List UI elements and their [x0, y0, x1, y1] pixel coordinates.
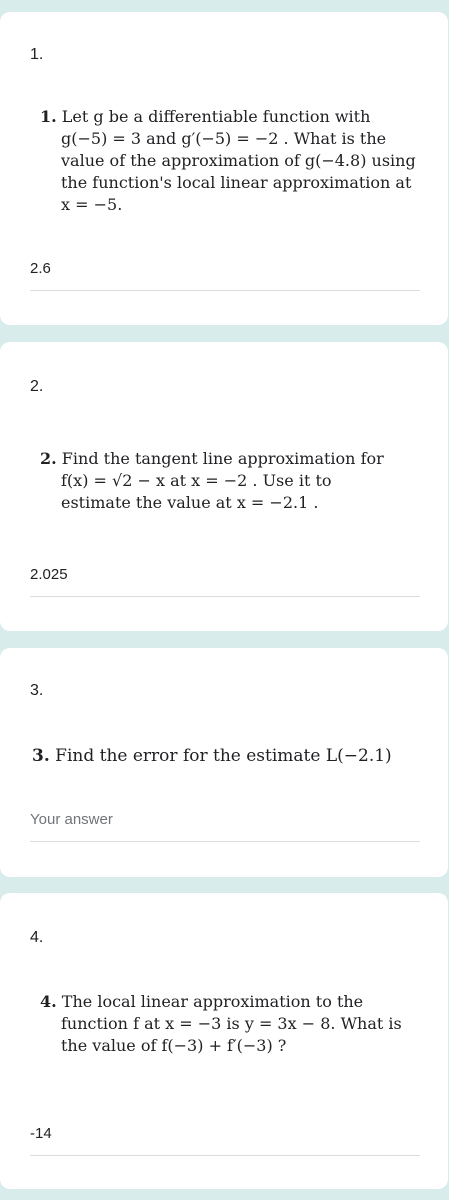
question-number: 2. [30, 378, 44, 395]
question-line: x = −5. [61, 195, 123, 214]
answer-field[interactable]: 2.025 [30, 566, 420, 597]
question-lead: 1. [40, 107, 57, 126]
question-lead: 2. [40, 449, 57, 468]
answer-field[interactable]: -14 [30, 1125, 420, 1156]
question-card-2 [0, 342, 448, 631]
question-line: the value of f(−3) + f′(−3) ? [61, 1036, 287, 1055]
question-line: Find the tangent line approximation for [61, 449, 384, 468]
question-text [40, 106, 420, 216]
question-line: Find the error for the estimate L(−2.1) [55, 746, 392, 766]
question-card-4 [0, 893, 448, 1189]
question-number: 1. [30, 46, 44, 63]
question-number: 3. [30, 682, 44, 699]
question-lead: 3. [32, 746, 50, 766]
question-line: g(−5) = 3 and g′(−5) = −2 . What is the [61, 129, 387, 148]
question-lead: 4. [40, 992, 57, 1011]
answer-input[interactable]: Your answer [30, 811, 420, 842]
question-card-3 [0, 648, 448, 877]
answer-field[interactable]: 2.6 [30, 260, 420, 291]
question-line: value of the approximation of g(−4.8) using [61, 151, 416, 170]
question-line: function f at x = −3 is y = 3x − 8. What is [61, 1014, 402, 1033]
question-text [40, 448, 420, 514]
question-line: Let g be a differentiable function with [61, 107, 371, 126]
question-line: The local linear approximation to the [61, 992, 364, 1011]
question-text [32, 745, 432, 767]
question-line: the function's local linear approximation at [61, 173, 412, 192]
question-text [40, 991, 420, 1057]
question-line: f(x) = √2 − x at x = −2 . Use it to [61, 471, 332, 490]
question-card-1 [0, 12, 448, 325]
question-line: estimate the value at x = −2.1 . [61, 493, 319, 512]
question-number: 4. [30, 929, 44, 946]
